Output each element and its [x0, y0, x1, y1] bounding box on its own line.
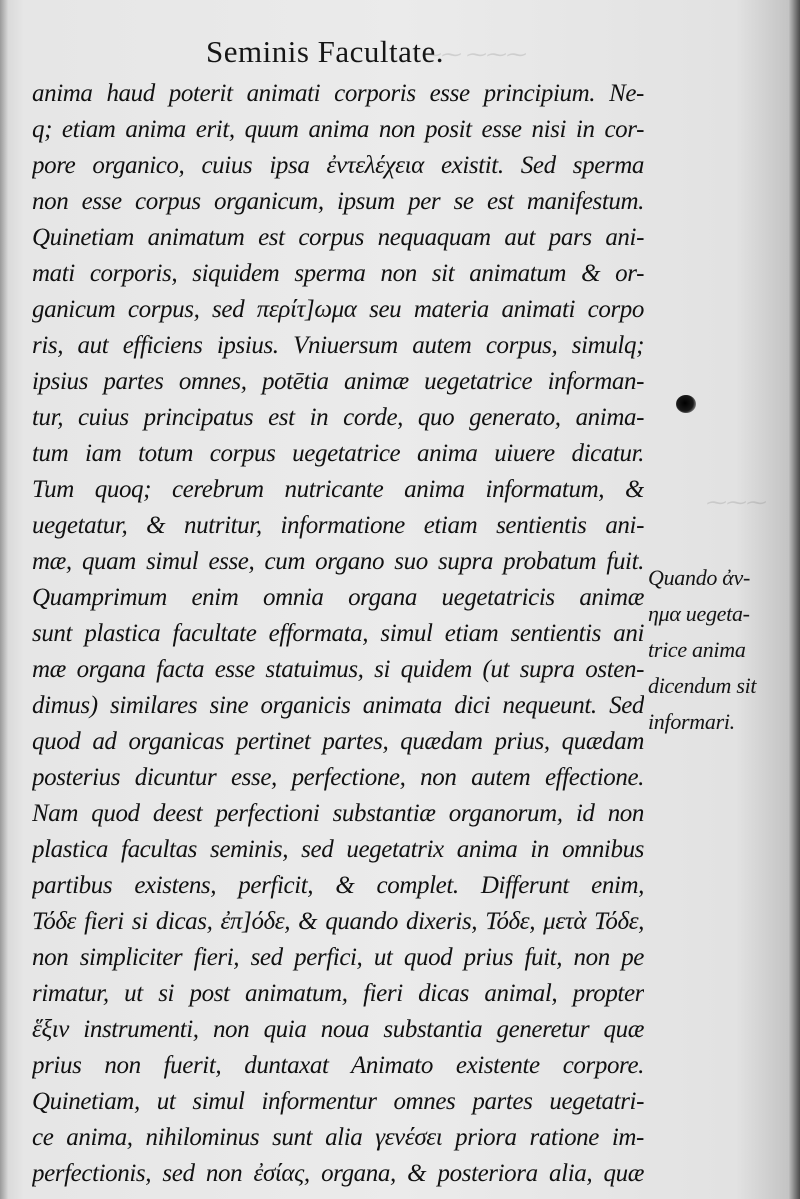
page-gutter-shadow	[0, 0, 8, 1199]
show-through-mark: ⁓⁓⁓	[705, 492, 765, 514]
marginal-note-line: trice anima	[648, 637, 746, 662]
show-through-mark: ⁓⁓ ⁓⁓⁓	[420, 44, 525, 66]
text-line: ἕξιν instrumenti, non quia noua substantia generetur quæ	[32, 1016, 644, 1043]
text-line: uegetatur, & nutritur, informatione etiam sentientis ani-	[32, 512, 644, 539]
text-line: tur, cuius principatus est in corde, quo generato, anima-	[32, 404, 644, 431]
text-line: pore organico, cuius ipsa ἐντελέχεια existit. Sed sperma	[32, 152, 644, 179]
text-line: partibus existens, perficit, & complet. Differunt enim,	[32, 872, 644, 899]
text-line: Quinetiam animatum est corpus nequaquam aut pars ani-	[32, 224, 644, 251]
text-line: dimus) similares sine organicis animata dici nequeunt. Sed	[32, 692, 644, 719]
text-line: ris, aut efficiens ipsius. Vniuersum autem corpus, simulq;	[32, 332, 644, 359]
marginal-note	[648, 560, 788, 740]
text-line: quod ad organicas pertinet partes, quædam prius, quædam	[32, 728, 644, 755]
text-line: mæ organa facta esse statuimus, si quidem (ut supra osten-	[32, 656, 644, 683]
text-line: Τόδε fieri si dicas, ἐπ]όδε, & quando dixeris, Τόδε, μετὰ Τόδε,	[32, 908, 644, 935]
text-line: sunt plastica facultate efformata, simul etiam sentientis ani	[32, 620, 644, 647]
body-text	[32, 76, 644, 1192]
text-line: Quamprimum enim omnia organa uegetatricis animæ	[32, 584, 644, 611]
running-head: Seminis Facultate.	[205, 34, 445, 69]
text-line: anima haud poterit animati corporis esse principium. Ne-	[32, 80, 644, 107]
marginal-note-line: Quando ἀν-	[648, 565, 751, 590]
text-line: ipsius partes omnes, potētia animæ uegetatrice informan-	[32, 368, 644, 395]
text-line: mæ, quam simul esse, cum organo suo supra probatum fuit.	[32, 548, 644, 575]
text-line: mati corporis, siquidem sperma non sit animatum & or-	[32, 260, 644, 287]
marginal-note-line: ημα uegeta-	[648, 601, 750, 626]
text-line: Quinetiam, ut simul informentur omnes partes uegetatri-	[32, 1088, 644, 1115]
text-line: non simpliciter fieri, sed perfici, ut quod prius fuit, non pe	[32, 944, 644, 971]
ink-blot	[676, 395, 696, 413]
text-line: ce anima, nihilominus sunt alia γενέσει priora ratione im-	[32, 1124, 644, 1151]
page-edge-shadow	[788, 0, 800, 1199]
text-line: ganicum corpus, sed περίτ]ωμα seu materia animati corpo	[32, 296, 644, 323]
text-line: perfectionis, sed non ἐσίας, organa, & posteriora alia, quæ	[32, 1160, 644, 1187]
text-line: rimatur, ut si post animatum, fieri dicas animal, propter	[32, 980, 644, 1007]
text-line: plastica facultas seminis, sed uegetatrix anima in omnibus	[32, 836, 644, 863]
text-line: non esse corpus organicum, ipsum per se est manifestum.	[32, 188, 644, 215]
text-line: Tum quoq; cerebrum nutricante anima informatum, &	[32, 476, 644, 503]
text-line: posterius dicuntur esse, perfectione, non autem effectione.	[32, 764, 644, 791]
marginal-note-line: informari.	[648, 709, 735, 734]
text-line: prius non fuerit, duntaxat Animato existente corpore.	[32, 1052, 644, 1079]
text-line: tum iam totum corpus uegetatrice anima uiuere dicatur.	[32, 440, 644, 467]
text-line: q; etiam anima erit, quum anima non posit esse nisi in cor-	[32, 116, 644, 143]
marginal-note-line: dicendum sit	[648, 673, 757, 698]
text-line: Nam quod deest perfectioni substantiæ organorum, id non	[32, 800, 644, 827]
